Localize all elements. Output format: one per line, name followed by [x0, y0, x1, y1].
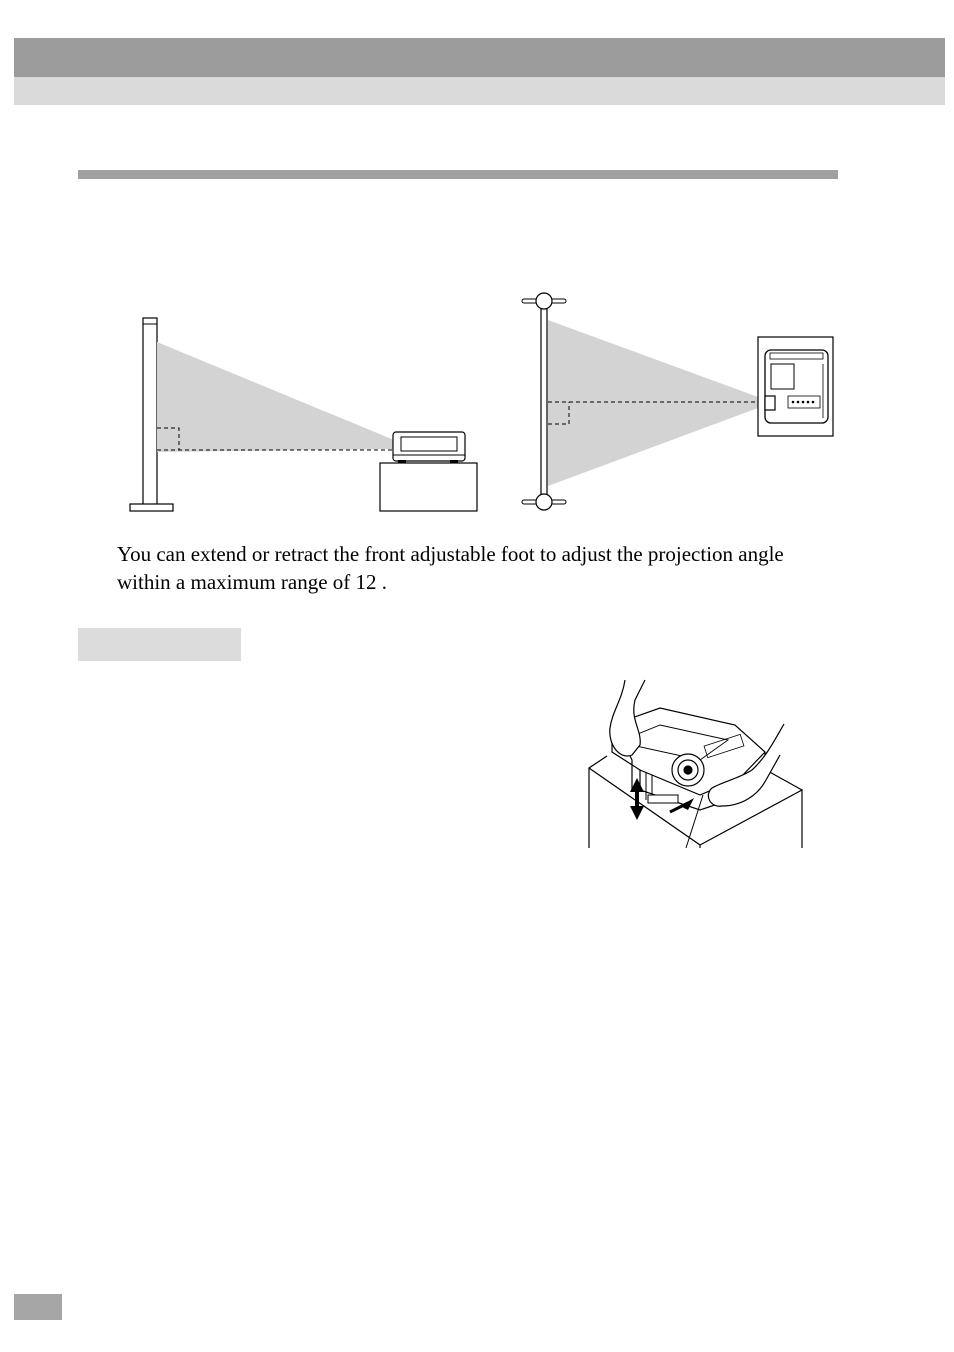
body-text-line-2: within a maximum range of 12 .	[117, 570, 388, 594]
page-number-box	[14, 1294, 62, 1320]
body-text-line-1: You can extend or retract the front adjustable foot to adjust the projection angle	[117, 542, 784, 566]
